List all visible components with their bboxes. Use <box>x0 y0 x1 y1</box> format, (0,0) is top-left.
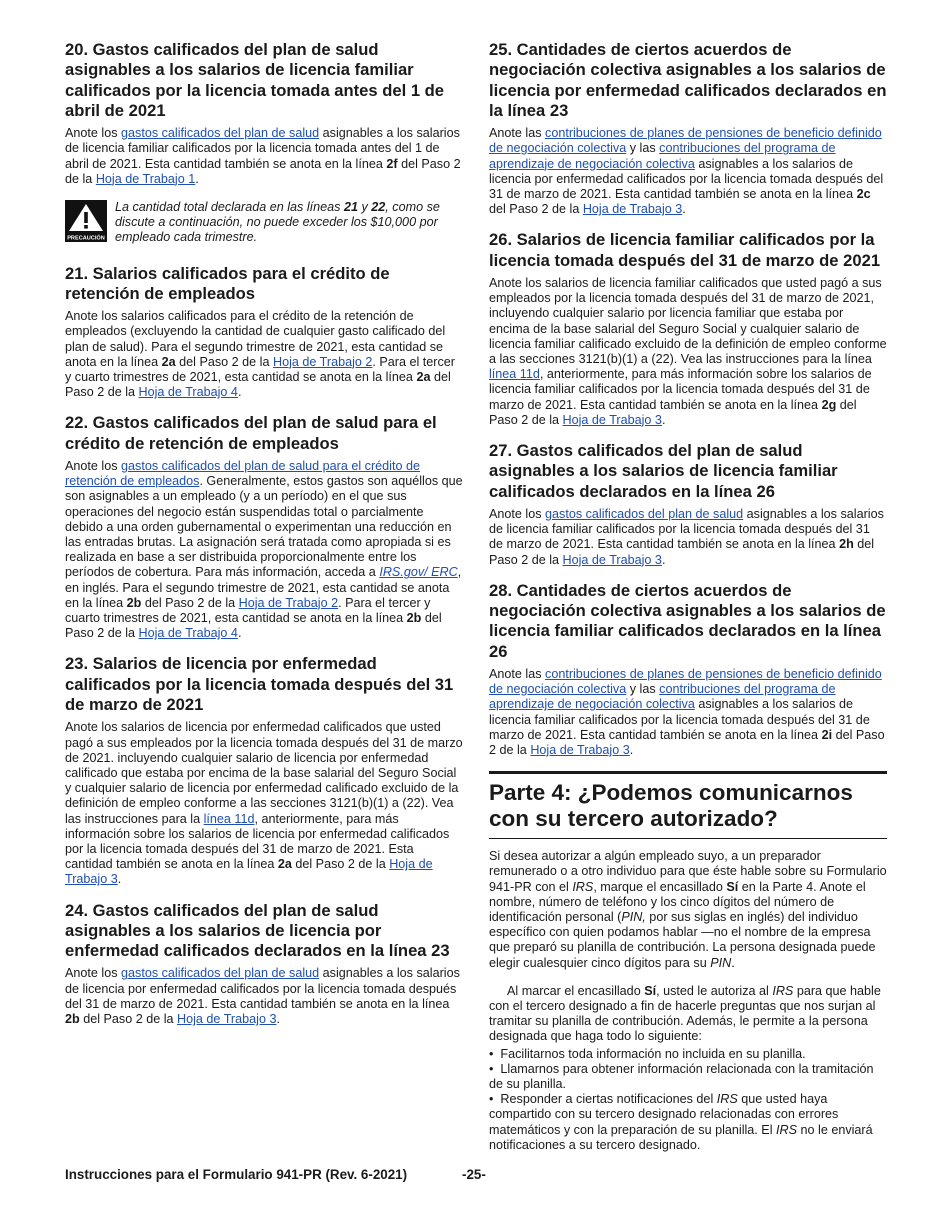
link-hoja-trabajo-4[interactable]: Hoja de Trabajo 4 <box>138 385 238 400</box>
footer-form-title: Instrucciones para el Formulario 941-PR (Rev. 6-2021) <box>65 1167 408 1182</box>
section-23-body: Anote los salarios de licencia por enfermedad calificados que usted pagó a sus empleados por la licencia tomada después del 31 de marzo de 2021. incluyendo cualquier salario de licencia por enfermedad calificado que estaba por encima de la base salarial del Seguro Social y cualquier salario de licencia por enfermedad calificado excluido de la definición de empleo conforme a las secciones 3121(b)(1) a (22). Vea las instrucciones para la línea 11d, anteriormente, para más información sobre los salarios de licencia por enfermedad calificados por la licencia tomada después del 31 de marzo de 2021. Esta cantidad también se anota en la línea 2a del Paso 2 de la Hoja de Trabajo 3. <box>65 720 463 887</box>
link-contribuciones-aprendizaje[interactable]: contribuciones del programa de aprendizaje de negociación colectiva <box>489 141 836 171</box>
section-24 <box>65 901 463 1028</box>
caution-note <box>65 200 463 246</box>
caution-icon <box>65 200 107 242</box>
link-gastos-plan-salud[interactable]: gastos calificados del plan de salud <box>121 126 320 141</box>
link-contribuciones-aprendizaje[interactable]: contribuciones del programa de aprendizaje de negociación colectiva <box>489 682 836 712</box>
section-27 <box>489 441 887 568</box>
list-item: • Responder a ciertas notificaciones del IRS que usted haya compartido con su tercero designado relacionadas con errores matemáticos y con la preparación de su planilla. El IRS no le enviará notificaciones a su tercero designado. <box>489 1092 873 1152</box>
section-25-body: Anote las contribuciones de planes de pensiones de beneficio definido de negociación colectiva y las contribuciones del programa de aprendizaje de negociación colectiva asignables a los salarios de licencia por enfermedad calificados por la licencia tomada después del 31 de marzo de 2021. Esta cantidad también se anota en la línea 2c del Paso 2 de la Hoja de Trabajo 3. <box>489 126 884 217</box>
link-contribuciones-pensiones[interactable]: contribuciones de planes de pensiones de beneficio definido de negociación colectiva <box>489 126 882 156</box>
section-27-title: 27. Gastos calificados del plan de salud asignables a los salarios de licencia familiar calificados declarados en la línea 26 <box>489 441 838 501</box>
caution-text: La cantidad total declarada en las líneas 21 y 22, como se discute a continuación, no puede exceder los $10,000 por empleado cada trimestre. <box>115 200 440 245</box>
section-26-title: 26. Salarios de licencia familiar calificados por la licencia tomada después del 31 de marzo de 2021 <box>489 230 881 270</box>
link-hoja-trabajo-2[interactable]: Hoja de Trabajo 2 <box>272 354 373 369</box>
section-24-title: 24. Gastos calificados del plan de salud asignables a los salarios de licencia por enfermedad calificados declarados en la línea 23 <box>65 900 450 961</box>
link-hoja-trabajo-3[interactable]: Hoja de Trabajo 3 <box>530 742 630 757</box>
section-28-body: Anote las contribuciones de planes de pensiones de beneficio definido de negociación colectiva y las contribuciones del programa de aprendizaje de negociación colectiva asignables a los salarios de licencia familiar calificados por la licencia tomada después del 31 de marzo de 2021. Esta cantidad también se anota en la línea 2i del Paso 2 de la Hoja de Trabajo 3. <box>489 666 885 757</box>
section-25 <box>489 40 887 217</box>
list-item: • Facilitarnos toda información no incluida en su planilla. <box>489 1046 806 1061</box>
link-hoja-trabajo-3[interactable]: Hoja de Trabajo 3 <box>562 412 662 427</box>
section-25-title: 25. Cantidades de ciertos acuerdos de negociación colectiva asignables a los salarios de licencia por enfermedad calificados declarados en la línea 23 <box>489 40 887 120</box>
link-linea-11d[interactable]: línea 11d <box>203 811 255 826</box>
link-hoja-trabajo-4[interactable]: Hoja de Trabajo 4 <box>138 626 238 641</box>
link-gastos-plan-salud[interactable]: gastos calificados del plan de salud <box>121 966 320 981</box>
section-22-body: Anote los gastos calificados del plan de salud para el crédito de retención de empleados. Generalmente, estos gastos son aquéllos que son asignables a un empleado (y a un período) en el que sus operaciones del negocio están suspendidas total o parcialmente debido a una orden gubernamental o experimentan una reducción en las entradas brutas. La asignación será tratada como apropiada si es realizada en base a ser distribuida proporcionalmente entre los períodos de cobertura. Para más información, acceda a IRS.gov/ ERC, en inglés. Para el segundo trimestre de 2021, esta cantidad se anota en la línea 2b del Paso 2 de la Hoja de Trabajo 2. Para el tercer y cuarto trimestres de 2021, esta cantidad se anota en la línea 2b del Paso 2 de la Hoja de Trabajo 4. <box>65 459 463 641</box>
link-hoja-trabajo-3[interactable]: Hoja de Trabajo 3 <box>177 1012 277 1027</box>
section-21-title: 21. Salarios calificados para el crédito de retención de empleados <box>65 263 390 303</box>
section-20-title: 20. Gastos calificados del plan de salud asignables a los salarios de licencia familiar calificados por la licencia tomada antes del 1 de abril de 2021 <box>65 40 445 120</box>
section-22-title: 22. Gastos calificados del plan de salud para el crédito de retención de empleados <box>65 413 437 453</box>
list-item: • Llamarnos para obtener información relacionada con la tramitación de su planilla. <box>489 1061 874 1091</box>
section-24-body: Anote los gastos calificados del plan de salud asignables a los salarios de licencia por enfermedad calificados por la licencia tomada después del 31 de marzo de 2021. Esta cantidad también se anota en la línea 2b del Paso 2 de la Hoja de Trabajo 3. <box>65 966 460 1027</box>
section-20 <box>65 40 463 187</box>
link-hoja-trabajo-3[interactable]: Hoja de Trabajo 3 <box>582 202 683 217</box>
section-20-body: Anote los gastos calificados del plan de salud asignables a los salarios de licencia familiar calificados por la licencia tomada antes del 1 de abril de 2021. Esta cantidad también se anota en la línea 2f del Paso 2 de la Hoja de Trabajo 1. <box>65 126 461 186</box>
right-column <box>489 40 887 1153</box>
link-gastos-plan-salud[interactable]: gastos calificados del plan de salud <box>545 506 744 521</box>
section-21-body: Anote los salarios calificados para el crédito de la retención de empleados (excluyendo la cantidad de cualquier gasto calificado del plan de salud). Para el segundo trimestre de 2021, esta cantidad se anota en la línea 2a del Paso 2 de la Hoja de Trabajo 2. Para el tercer y cuarto trimestres de 2021, esta cantidad se anota en la línea 2a del Paso 2 de la Hoja de Trabajo 4. <box>65 309 455 400</box>
left-column <box>65 40 463 1040</box>
link-gastos-plan-salud-erc[interactable]: gastos calificados del plan de salud para el crédito de retención de empleados <box>65 459 420 489</box>
caution-icon-label: PRECAUCIÓN <box>67 235 105 242</box>
section-26-body: Anote los salarios de licencia familiar calificados que usted pagó a sus empleados por la licencia tomada después del 31 de marzo de 2021, incluyendo cualquier salario por licencia familiar que estaba por encima de la base salarial del Seguro Social y cualquier salario de licencia familiar calificado excluido de la definición de empleo conforme a las secciones 3121(b)(1) a (22). Vea las instrucciones para la línea línea 11d, anteriormente, para más información sobre los salarios de licencia familiar calificados por la licencia tomada después del 31 de marzo de 2021. Esta cantidad también se anota en la línea 2g del Paso 2 de la Hoja de Trabajo 3. <box>489 276 887 427</box>
link-hoja-trabajo-3[interactable]: Hoja de Trabajo 3 <box>65 857 433 887</box>
link-linea-11d[interactable]: línea 11d <box>489 367 540 382</box>
page-number: -25- <box>462 1167 486 1182</box>
part-4 <box>489 771 887 1153</box>
section-26 <box>489 230 887 428</box>
link-contribuciones-pensiones[interactable]: contribuciones de planes de pensiones de beneficio definido de negociación colectiva <box>489 666 882 697</box>
part-4-paragraph-2: Al marcar el encasillado Sí, usted le autoriza al IRS para que hable con el tercero designado a fin de hacerle preguntas que nos surjan al tramitar su planilla de contribución. Además, le permite a la persona designada que haga todo lo siguiente: <box>489 983 881 1044</box>
part-4-title: Parte 4: ¿Podemos comunicarnos con su tercero autorizado? <box>489 771 887 839</box>
section-23 <box>65 654 463 887</box>
link-hoja-trabajo-2[interactable]: Hoja de Trabajo 2 <box>238 595 339 610</box>
section-27-body: Anote los gastos calificados del plan de salud asignables a los salarios de licencia familiar calificados por la licencia tomada después del 31 de marzo de 2021. Esta cantidad también se anota en la línea 2h del Paso 2 de la Hoja de Trabajo 3. <box>489 506 884 567</box>
section-28-title: 28. Cantidades de ciertos acuerdos de negociación colectiva asignables a los salarios de licencia familiar calificados declarados en la línea 26 <box>489 580 886 661</box>
link-irs-gov-erc[interactable]: IRS.gov/ ERC <box>379 565 458 580</box>
section-22 <box>65 413 463 641</box>
link-hoja-trabajo-3[interactable]: Hoja de Trabajo 3 <box>562 552 662 567</box>
link-hoja-trabajo-1[interactable]: Hoja de Trabajo 1 <box>95 171 196 186</box>
section-21 <box>65 264 463 401</box>
section-28 <box>489 581 887 758</box>
part-4-paragraph-1: Si desea autorizar a algún empleado suyo, a un preparador remunerado o a otro individuo para que éste hable sobre su Formulario 941-PR con el IRS, marque el encasillado Sí en la Parte 4. Anote el nombre, número de teléfono y los cinco dígitos del número de identificación personal (PIN, por sus siglas en inglés) del individuo específico con quien podamos hablar —no el nombre de la empresa que preparó su planilla de contribución. La persona designada puede elegir cualesquier cinco dígitos para su PIN. <box>489 849 887 970</box>
part-4-bullet-list <box>489 1047 887 1153</box>
section-23-title: 23. Salarios de licencia por enfermedad calificados por la licencia tomada después del 31 de marzo de 2021 <box>65 654 454 715</box>
